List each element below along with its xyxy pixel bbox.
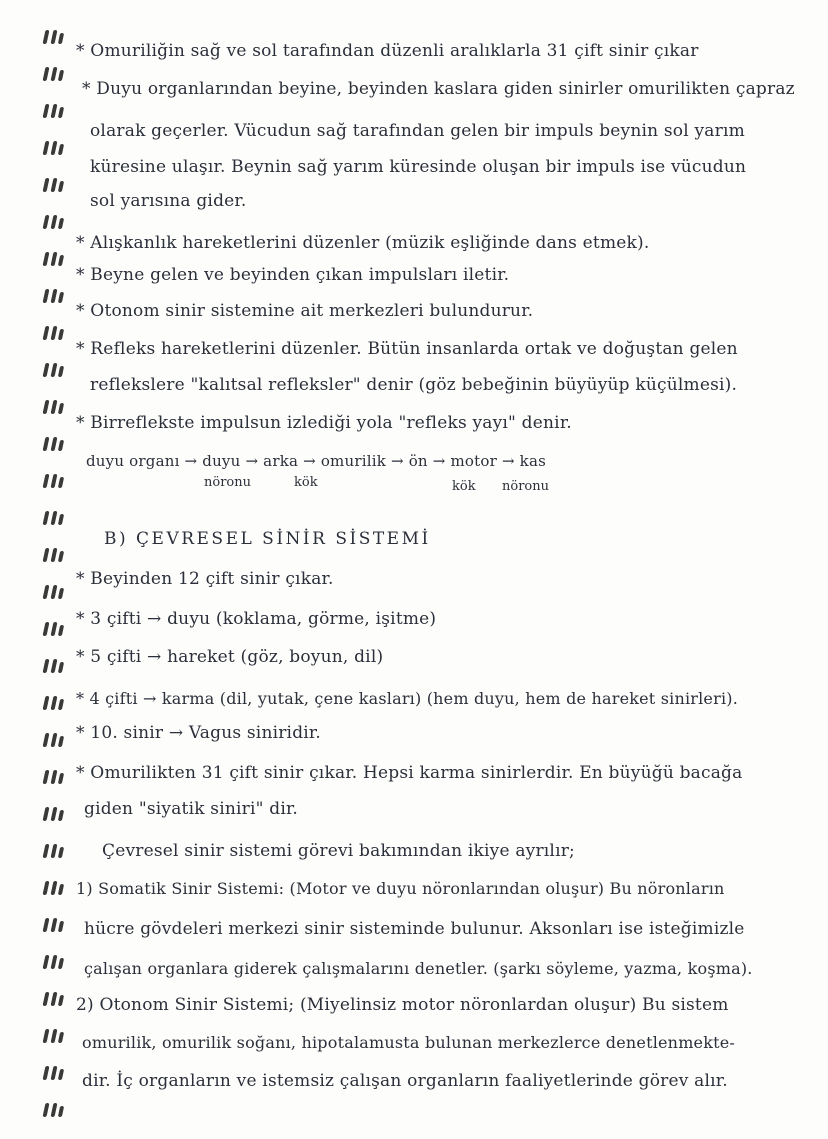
binding-ring — [40, 881, 64, 897]
note-line: * Otonom sinir sistemine ait merkezleri bulundurur. — [76, 301, 534, 321]
binding-ring — [40, 992, 64, 1008]
binding-ring — [40, 585, 64, 601]
note-line: * Omuriliğin sağ ve sol tarafından düzenli aralıklarla 31 çift sinir çıkar — [76, 41, 699, 61]
note-line: dir. İç organların ve istemsiz çalışan organların faaliyetlerinde görev alır. — [82, 1071, 728, 1091]
note-line: * Refleks hareketlerini düzenler. Bütün insanlarda ortak ve doğuştan gelen — [76, 339, 738, 359]
note-line: * 10. sinir → Vagus siniridir. — [76, 723, 321, 743]
note-line: * 3 çifti → duyu (koklama, görme, işitme) — [76, 609, 437, 629]
binding-ring — [40, 844, 64, 860]
reflex-arc-diagram: duyu organı → duyu → arka → omurilik → ön → motor → kas — [86, 452, 547, 470]
binding-ring — [40, 659, 64, 675]
binding-ring — [40, 326, 64, 342]
note-line: sol yarısına gider. — [90, 191, 247, 211]
note-line: * Duyu organlarından beyine, beyinden kaslara giden sinirler omurilikten çapraz — [82, 79, 795, 99]
note-line: çalışan organlara giderek çalışmalarını denetler. (şarkı söyleme, yazma, koşma). — [84, 959, 753, 978]
binding-ring — [40, 622, 64, 638]
binding-ring — [40, 215, 64, 231]
binding-ring — [40, 67, 64, 83]
binding-ring — [40, 918, 64, 934]
binding-ring — [40, 141, 64, 157]
section-heading: B) ÇEVRESEL SİNİR SİSTEMİ — [104, 529, 431, 549]
spiral-binding — [0, 0, 64, 1139]
note-line: * 5 çifti → hareket (göz, boyun, dil) — [76, 647, 384, 667]
reflex-sub-label: kök — [294, 475, 318, 490]
binding-ring — [40, 363, 64, 379]
note-line: 2) Otonom Sinir Sistemi; (Miyelinsiz motor nöronlardan oluşur) Bu sistem — [76, 995, 729, 1015]
binding-ring — [40, 1066, 64, 1082]
binding-ring — [40, 733, 64, 749]
binding-ring — [40, 104, 64, 120]
note-line: olarak geçerler. Vücudun sağ tarafından gelen bir impuls beynin sol yarım — [90, 121, 745, 141]
binding-ring — [40, 474, 64, 490]
binding-ring — [40, 548, 64, 564]
binding-ring — [40, 400, 64, 416]
binding-ring — [40, 1103, 64, 1119]
binding-ring — [40, 252, 64, 268]
binding-ring — [40, 1029, 64, 1045]
note-line: * Beyinden 12 çift sinir çıkar. — [76, 569, 334, 589]
binding-ring — [40, 511, 64, 527]
note-line: giden "siyatik siniri" dir. — [84, 799, 299, 819]
note-line: 1) Somatik Sinir Sistemi: (Motor ve duyu nöronlarından oluşur) Bu nöronların — [76, 879, 725, 898]
binding-ring — [40, 437, 64, 453]
binding-ring — [40, 178, 64, 194]
reflex-sub-label: nöronu — [502, 479, 549, 494]
reflex-sub-label: nöronu — [204, 475, 251, 490]
note-line: hücre gövdeleri merkezi sinir sisteminde bulunur. Aksonları ise isteğimizle — [84, 919, 745, 939]
binding-ring — [40, 696, 64, 712]
note-line: * Omurilikten 31 çift sinir çıkar. Hepsi karma sinirlerdir. En büyüğü bacağa — [76, 763, 743, 783]
binding-ring — [40, 955, 64, 971]
binding-ring — [40, 289, 64, 305]
note-line: Çevresel sinir sistemi görevi bakımından ikiye ayrılır; — [102, 841, 575, 861]
note-line: * Beyne gelen ve beyinden çıkan impulsları iletir. — [76, 265, 510, 285]
note-line: * 4 çifti → karma (dil, yutak, çene kasları) (hem duyu, hem de hareket sinirleri). — [76, 689, 738, 708]
note-line: * Alışkanlık hareketlerini düzenler (müzik eşliğinde dans etmek). — [76, 233, 650, 253]
reflex-sub-label: kök — [452, 479, 476, 494]
note-line: omurilik, omurilik soğanı, hipotalamusta bulunan merkezlerce denetlenmekte- — [82, 1033, 736, 1052]
note-line: küresine ulaşır. Beynin sağ yarım küresinde oluşan bir impuls ise vücudun — [90, 157, 747, 177]
binding-ring — [40, 807, 64, 823]
note-line: reflekslere "kalıtsal refleksler" denir (göz bebeğinin büyüyüp küçülmesi). — [90, 375, 738, 395]
binding-ring — [40, 770, 64, 786]
note-line: * Birreflekste impulsun izlediği yola "refleks yayı" denir. — [76, 413, 572, 433]
binding-ring — [40, 30, 64, 46]
